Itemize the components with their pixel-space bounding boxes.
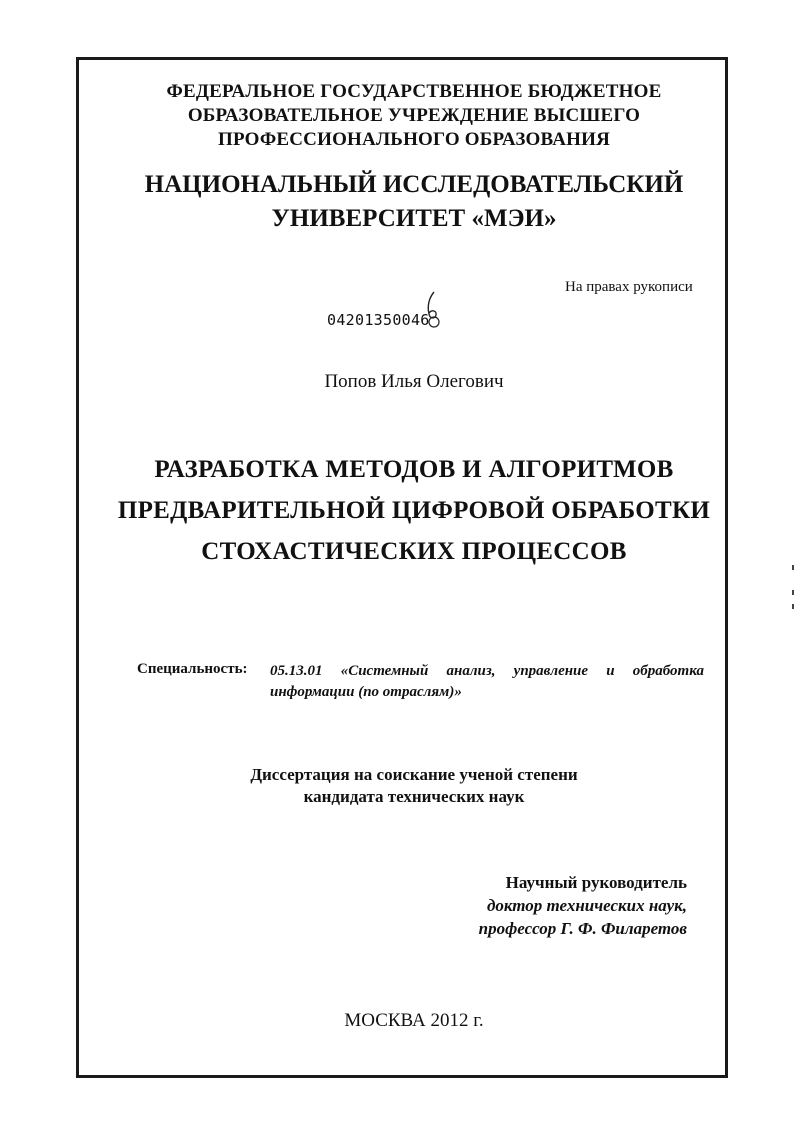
institution-line-2: ОБРАЗОВАТЕЛЬНОЕ УЧРЕЖДЕНИЕ ВЫСШЕГО — [187, 105, 641, 126]
manuscript-rights-note: На правах рукописи — [565, 279, 693, 295]
specialty-label: Специальность: — [137, 661, 248, 677]
specialty-word: «Системный — [340, 663, 429, 679]
author-name: Попов Илья Олегович — [324, 371, 504, 392]
institution-header — [100, 80, 728, 152]
scan-speck — [792, 590, 794, 595]
scan-speck — [792, 604, 794, 609]
supervisor-degree: доктор технических наук, — [486, 896, 687, 915]
degree-line-2: кандидата технических наук — [303, 787, 525, 806]
specialty-word: управление — [513, 663, 589, 679]
document-code: 04201350046 — [327, 311, 430, 329]
specialty-line-1 — [270, 661, 704, 682]
degree-line-1: Диссертация на соискание ученой степени — [250, 765, 578, 784]
specialty-word: и — [606, 663, 615, 679]
specialty-line-2: информации (по отраслям)» — [270, 684, 462, 700]
university-name — [100, 168, 728, 236]
title-line-2: ПРЕДВАРИТЕЛЬНОЙ ЦИФРОВОЙ ОБРАБОТКИ — [117, 497, 711, 524]
specialty-word: обработка — [632, 663, 704, 679]
specialty-value — [270, 661, 704, 703]
institution-line-1: ФЕДЕРАЛЬНОЕ ГОСУДАРСТВЕННОЕ БЮДЖЕТНОЕ — [166, 81, 662, 102]
scan-speck — [792, 565, 794, 570]
dissertation-title — [100, 449, 728, 572]
supervisor-block — [400, 871, 687, 940]
supervisor-role: Научный руководитель — [505, 873, 687, 892]
institution-line-3: ПРОФЕССИОНАЛЬНОГО ОБРАЗОВАНИЯ — [217, 129, 611, 150]
specialty-word: анализ, — [446, 663, 496, 679]
city-year: МОСКВА 2012 г. — [344, 1010, 484, 1031]
title-line-1: РАЗРАБОТКА МЕТОДОВ И АЛГОРИТМОВ — [154, 456, 674, 483]
dissertation-degree — [100, 764, 728, 808]
supervisor-name: профессор Г. Ф. Филаретов — [478, 919, 687, 938]
university-line-2: УНИВЕРСИТЕТ «МЭИ» — [271, 205, 557, 232]
handwritten-mark-icon — [420, 288, 446, 332]
specialty-word: 05.13.01 — [270, 663, 323, 679]
title-line-3: СТОХАСТИЧЕСКИХ ПРОЦЕССОВ — [201, 538, 627, 565]
university-line-1: НАЦИОНАЛЬНЫЙ ИССЛЕДОВАТЕЛЬСКИЙ — [144, 171, 684, 198]
